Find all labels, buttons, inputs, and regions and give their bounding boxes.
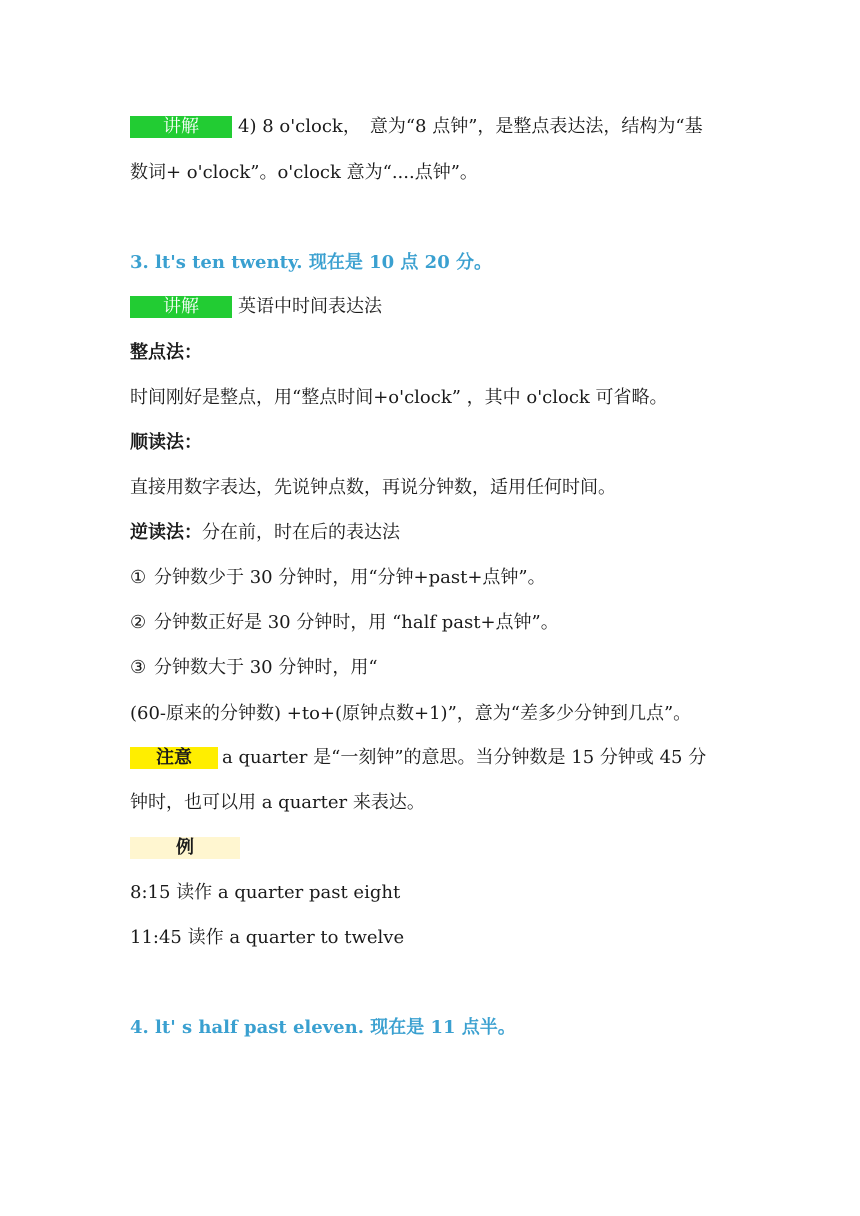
list-item-text: 分钟数正好是 30 分钟时，用 “half past+点钟”。 xyxy=(154,612,559,633)
explanation-tag: 讲解 xyxy=(130,116,232,138)
section-heading-4: 4. lt' s half past eleven. 现在是 11 点半。 xyxy=(130,1017,516,1038)
explanation-tag: 讲解 xyxy=(130,296,232,318)
example-item: 11:45 读作 a quarter to twelve xyxy=(130,927,405,948)
example-line xyxy=(130,836,240,860)
note-text-continued: 钟时，也可以用 a quarter 来表达。 xyxy=(130,792,425,813)
list-item-text: 分钟数少于 30 分钟时，用“分钟+past+点钟”。 xyxy=(154,567,546,588)
note-tag: 注意 xyxy=(130,747,218,769)
reverse-reading-desc: 分在前，时在后的表达法 xyxy=(202,522,400,543)
list-item xyxy=(130,611,559,635)
list-item-text: 分钟数大于 30 分钟时，用“ xyxy=(154,657,378,678)
list-item-continued: (60-原来的分钟数) +to+(原钟点数+1)”，意为“差多少分钟到几点”。 xyxy=(130,703,692,724)
reverse-reading-line xyxy=(130,521,400,545)
note-line xyxy=(130,746,706,770)
explanation-line xyxy=(130,295,382,319)
example-item: 8:15 读作 a quarter past eight xyxy=(130,882,401,903)
explanation-text: 4) 8 o'clock， 意为“8 点钟”，是整点表达法，结构为“基 xyxy=(238,116,703,137)
list-item xyxy=(130,566,546,590)
explanation-line xyxy=(130,115,703,139)
list-marker: ③ xyxy=(130,657,147,678)
example-tag: 例 xyxy=(130,837,240,859)
on-the-hour-title: 整点法： xyxy=(130,342,202,363)
list-marker: ② xyxy=(130,612,147,633)
list-item xyxy=(130,656,378,680)
on-the-hour-text: 时间刚好是整点，用“整点时间+o'clock” ，其中 o'clock 可省略。 xyxy=(130,387,668,408)
section-heading-3: 3. lt's ten twenty. 现在是 10 点 20 分。 xyxy=(130,252,492,273)
explanation-text: 英语中时间表达法 xyxy=(238,296,382,317)
list-marker: ① xyxy=(130,567,147,588)
explanation-text-continued: 数词+ o'clock”。o'clock 意为“....点钟”。 xyxy=(130,162,478,183)
direct-reading-title: 顺读法： xyxy=(130,432,202,453)
note-text: a quarter 是“一刻钟”的意思。当分钟数是 15 分钟或 45 分 xyxy=(222,747,707,768)
direct-reading-text: 直接用数字表达，先说钟点数，再说分钟数，适用任何时间。 xyxy=(130,477,616,498)
reverse-reading-title: 逆读法： xyxy=(130,522,202,543)
